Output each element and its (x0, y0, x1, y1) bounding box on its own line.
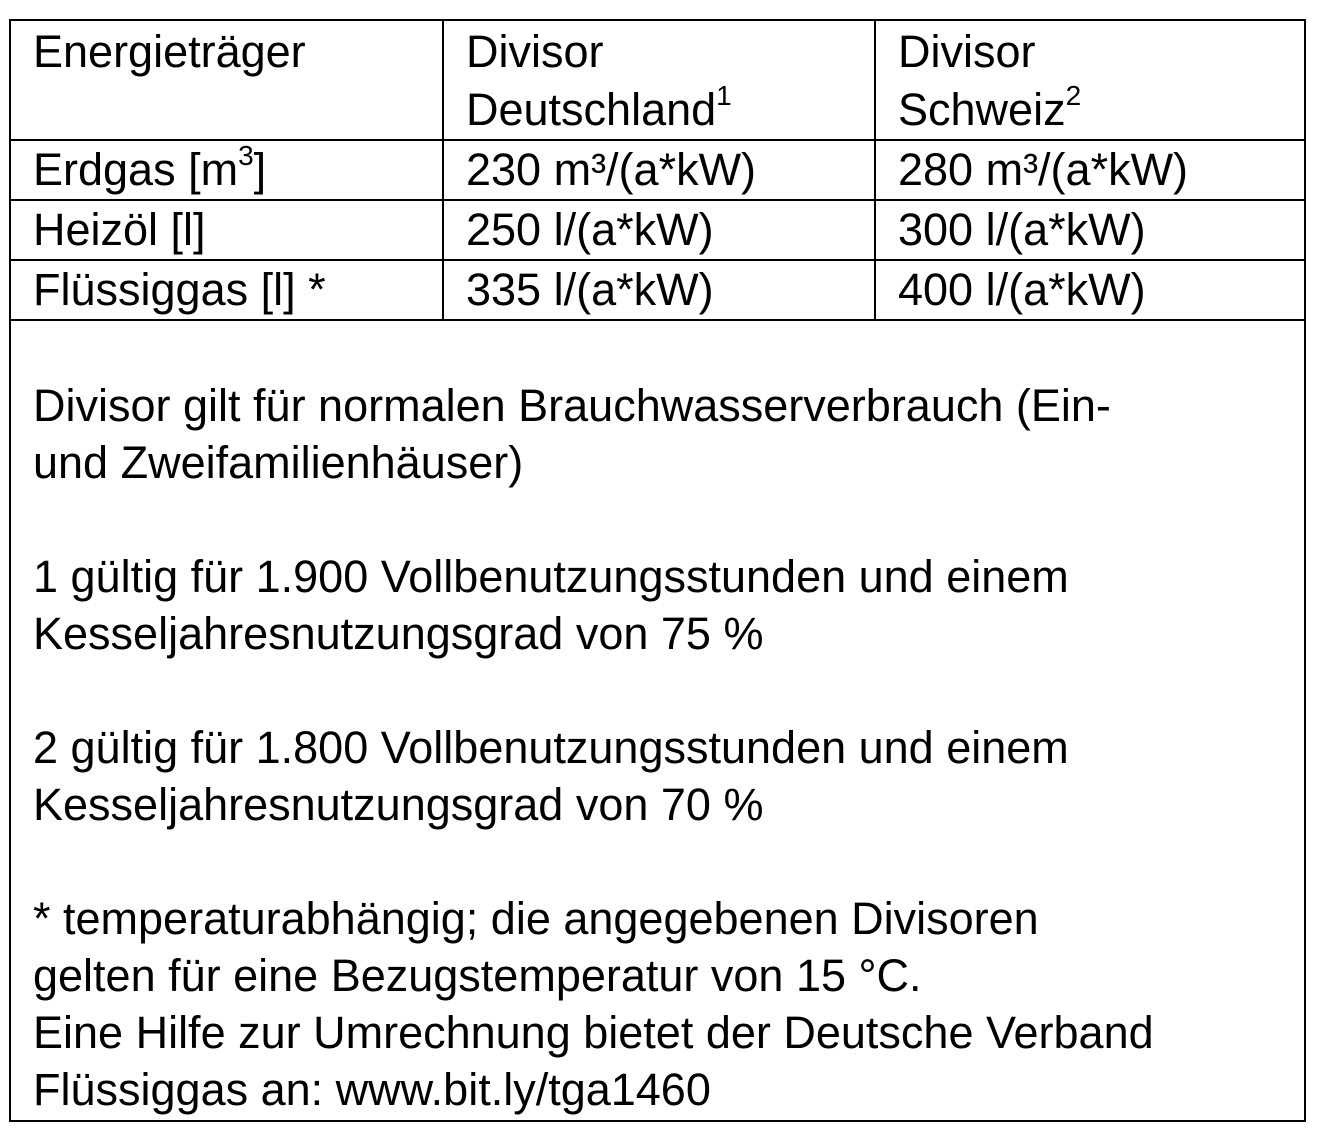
notes-section (33, 377, 1298, 1118)
header-divisor-switzerland-line1: Divisor (898, 26, 1036, 77)
cell-divisor-ch: 400 l/(a*kW) (875, 260, 1304, 320)
header-divisor-germany-line2: Deutschland (466, 84, 717, 135)
footnote-star-line: gelten für eine Bezugstemperatur von 15 °C. (33, 950, 922, 1001)
footnote-1-line: Kesseljahresnutzungsgrad von 75 % (33, 608, 764, 659)
header-divisor-germany (443, 21, 875, 140)
table-row (11, 200, 1304, 260)
footnote-2-line: Kesseljahresnutzungsgrad von 70 % (33, 779, 764, 830)
carrier-erdgas-bracket: ] (253, 144, 267, 195)
carrier-unit-superscript: 3 (238, 140, 254, 171)
carrier-erdgas-label: Erdgas [m (33, 144, 239, 195)
header-divisor-germany-line1: Divisor (466, 26, 604, 77)
cell-carrier: Flüssiggas [l] * (11, 260, 443, 320)
footnote-star-line: * temperaturabhängig; die angegebenen Divisoren (33, 893, 1039, 944)
table-header-row (11, 21, 1304, 140)
footnote-ref-1: 1 (716, 80, 732, 111)
cell-divisor-de: 335 l/(a*kW) (443, 260, 875, 320)
note-general-line: Divisor gilt für normalen Brauchwasserverbrauch (Ein- (33, 380, 1111, 431)
cell-divisor-ch: 300 l/(a*kW) (875, 200, 1304, 260)
footnote-1-line: 1 gültig für 1.900 Vollbenutzungsstunden und einem (33, 551, 1069, 602)
table-row (11, 140, 1304, 200)
table-row (11, 260, 1304, 320)
cell-divisor-de: 230 m³/(a*kW) (443, 140, 875, 200)
divisor-table (11, 21, 1304, 321)
note-general (33, 377, 1298, 491)
note-general-line: und Zweifamilienhäuser) (33, 437, 524, 488)
header-energy-carrier (11, 21, 443, 140)
header-energy-carrier-label: Energieträger (33, 26, 306, 77)
document-frame (9, 19, 1306, 1122)
footnote-2 (33, 719, 1298, 833)
header-divisor-switzerland-line2: Schweiz (898, 84, 1066, 135)
footnote-star-line: Eine Hilfe zur Umrechnung bietet der Deutsche Verband (33, 1007, 1154, 1058)
footnote-star-link-line: Flüssiggas an: www.bit.ly/tga1460 (33, 1064, 711, 1115)
footnote-1 (33, 548, 1298, 662)
cell-divisor-ch: 280 m³/(a*kW) (875, 140, 1304, 200)
footnote-2-line: 2 gültig für 1.800 Vollbenutzungsstunden und einem (33, 722, 1069, 773)
footnote-ref-2: 2 (1065, 80, 1082, 111)
cell-carrier (11, 140, 443, 200)
cell-divisor-de: 250 l/(a*kW) (443, 200, 875, 260)
footnote-star (33, 890, 1298, 1118)
header-divisor-switzerland (875, 21, 1304, 140)
cell-carrier: Heizöl [l] (11, 200, 443, 260)
